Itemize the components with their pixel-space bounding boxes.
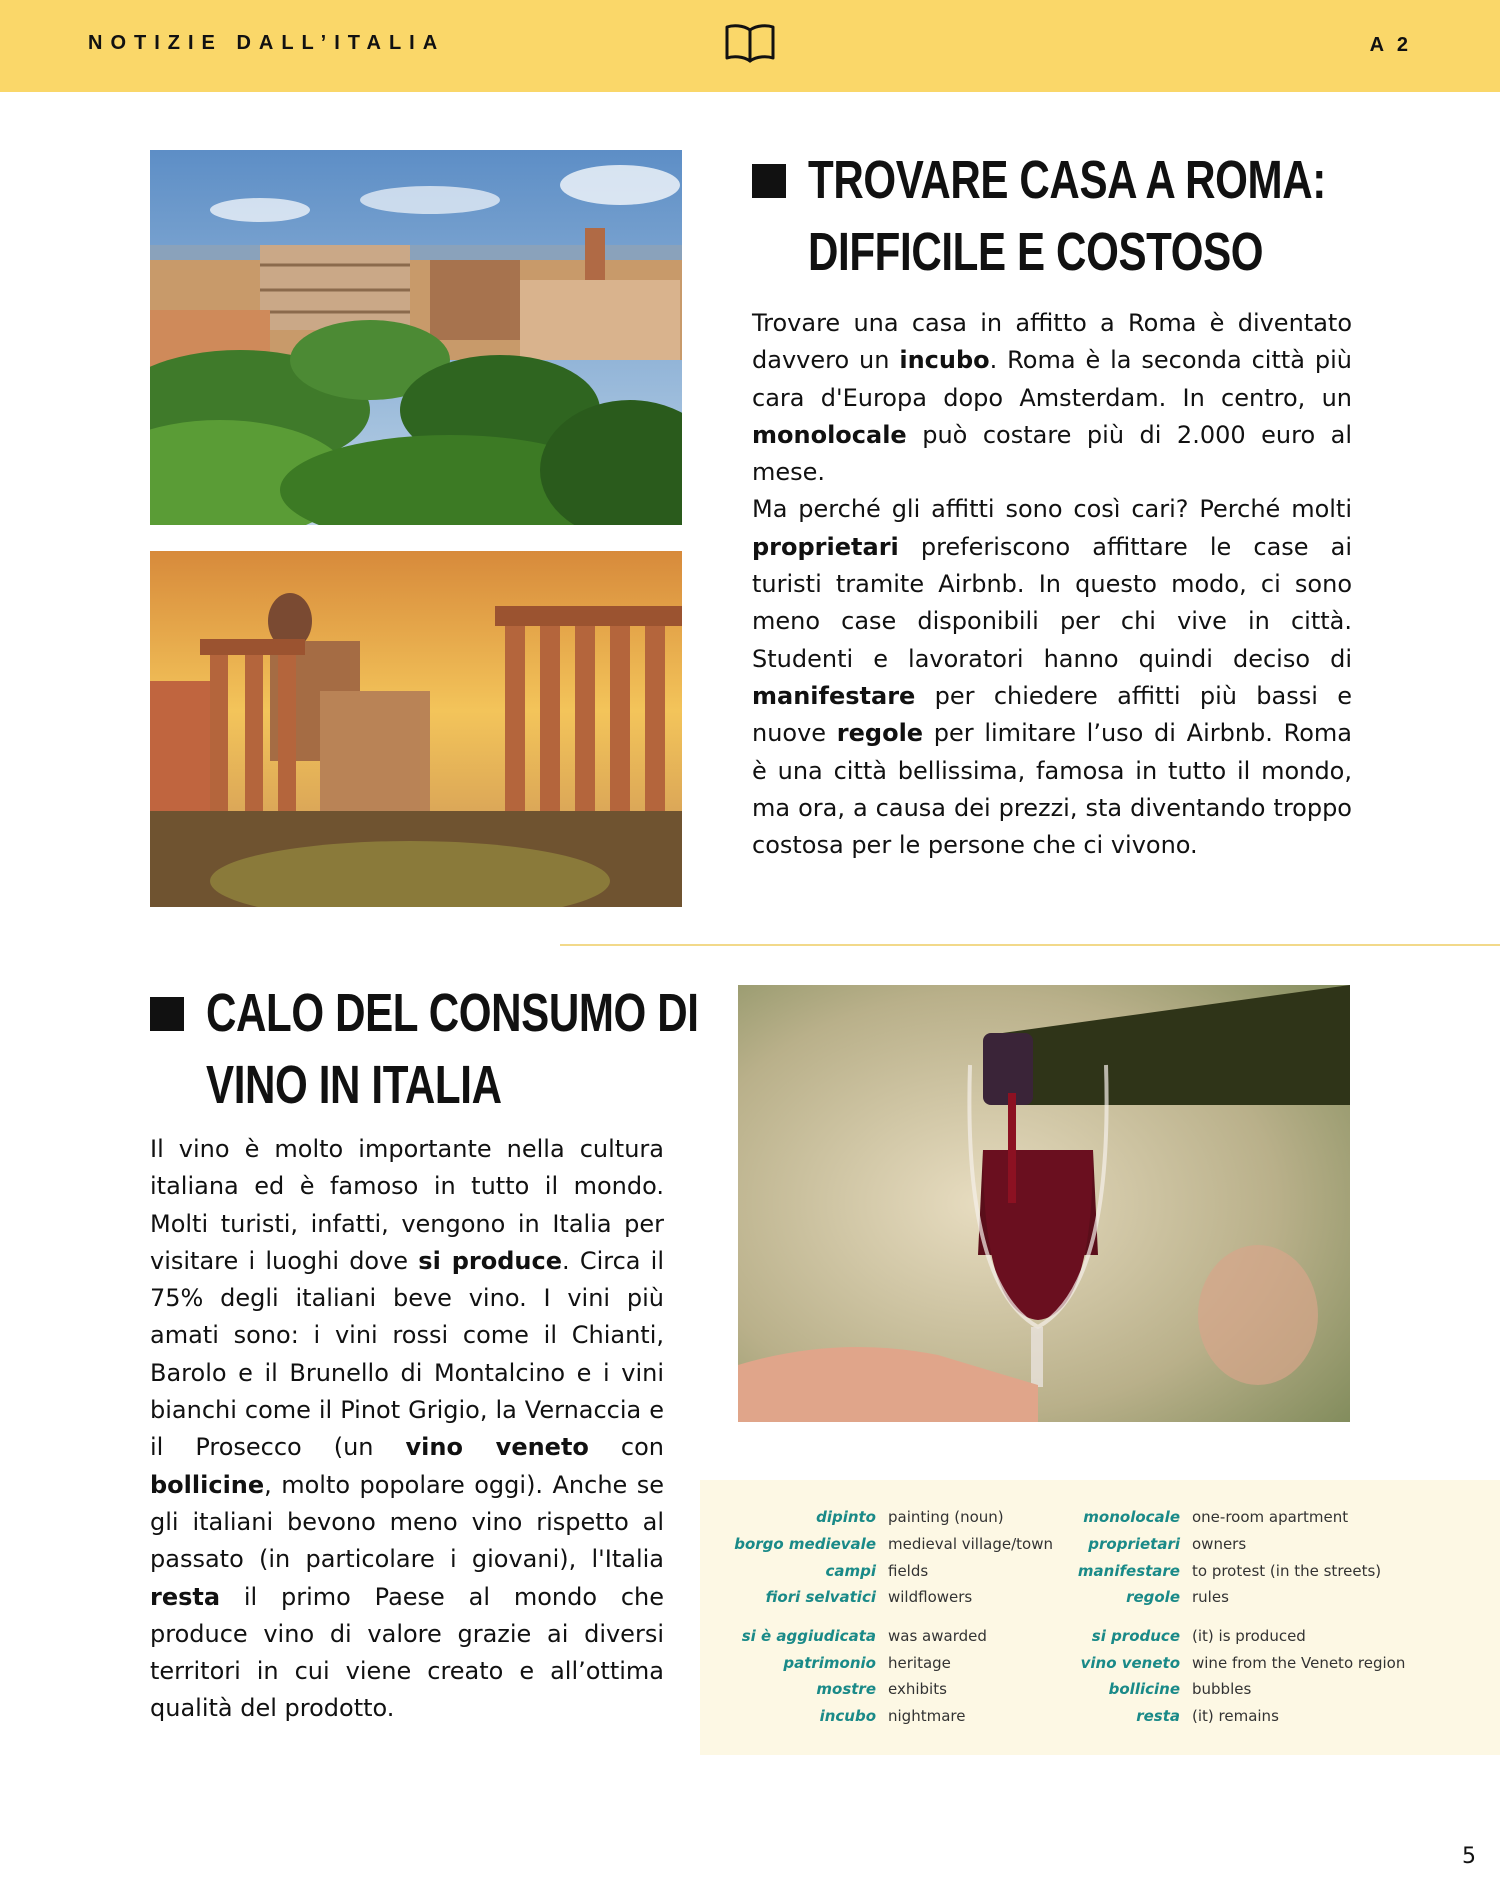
section-marker-square — [752, 164, 786, 198]
vocabulary-glossary — [700, 1480, 1500, 1755]
glossary-term: manifestare — [1077, 1561, 1180, 1580]
glossary-entry — [1000, 1584, 1405, 1611]
glossary-definition: exhibits — [888, 1680, 947, 1699]
glossary-term: campi — [825, 1561, 876, 1580]
page-header — [0, 0, 1500, 92]
glossary-term: si è aggiudicata — [741, 1627, 876, 1646]
text-run: . Circa il 75% degli italiani beve vino. I vini più amati sono: i vini rossi come il Chianti, Barolo e il Brunello di Montalcino e i vini bianchi come il Pinot Grigio, la Vernaccia e il Prosecco (un — [150, 1246, 665, 1462]
wine-title-line-1: CALO DEL CONSUMO DI — [206, 983, 699, 1043]
vocabulary-word: resta — [150, 1582, 221, 1611]
glossary-term: monolocale — [1083, 1508, 1180, 1527]
roman-forum-photo — [150, 551, 682, 907]
wine-article-title — [206, 977, 699, 1121]
glossary-term: borgo medievale — [734, 1535, 876, 1554]
glossary-definition: fields — [888, 1561, 929, 1580]
rome-colosseum-photo — [150, 150, 682, 525]
vocabulary-word: vino veneto — [405, 1433, 589, 1462]
vocabulary-word: regole — [836, 719, 924, 748]
text-run: Il vino è molto importante nella cultura italiana ed è famoso in tutto il mondo. Molti turisti, infatti, vengono in Italia per visitare i luoghi dove — [150, 1135, 664, 1275]
glossary-term: mostre — [816, 1680, 876, 1699]
glossary-entry — [1000, 1531, 1405, 1558]
rome-paragraph-2 — [752, 491, 1352, 864]
rome-article-body — [752, 305, 1352, 864]
text-run: Ma perché gli affitti sono così cari? Perché molti — [752, 495, 1352, 524]
text-run: per limitare l’uso di Airbnb. Roma è una città bellissima, famosa in tutto il mondo, ma ora, a causa dei prezzi, sta diventando troppo costosa per le persone che ci vivono. — [752, 719, 1352, 860]
glossary-term: si produce — [1091, 1627, 1180, 1646]
glossary-definition: medieval village/town — [888, 1535, 1053, 1554]
vocabulary-word: monolocale — [752, 420, 907, 449]
glossary-term: proprietari — [1088, 1535, 1180, 1554]
text-run: . Roma è la seconda città più cara d'Europa dopo Amsterdam. In centro, un — [752, 346, 1352, 412]
glossary-entry — [1000, 1557, 1405, 1584]
open-book-icon — [724, 22, 776, 64]
section-divider — [560, 944, 1500, 946]
glossary-definition: nightmare — [888, 1707, 966, 1726]
glossary-definition: painting (noun) — [888, 1508, 1004, 1527]
vocabulary-word: manifestare — [752, 681, 916, 710]
glossary-entry — [1000, 1623, 1405, 1650]
glossary-term: regole — [1126, 1588, 1180, 1607]
wine-article-body — [150, 1131, 664, 1728]
level-badge: A 2 — [1369, 34, 1412, 56]
text-run: con — [588, 1433, 664, 1462]
glossary-term: bollicine — [1108, 1680, 1180, 1699]
glossary-definition: (it) remains — [1192, 1707, 1279, 1726]
glossary-definition: was awarded — [888, 1627, 987, 1646]
glossary-term: dipinto — [816, 1508, 876, 1527]
glossary-entry — [1000, 1504, 1405, 1531]
vocabulary-word: bollicine — [150, 1470, 265, 1499]
glossary-definition: (it) is produced — [1192, 1627, 1306, 1646]
glossary-term: vino veneto — [1080, 1653, 1180, 1672]
text-run: il primo Paese al mondo che produce vino di valore grazie ai diversi territori in cui viene creato e all’ottima qualità del prodotto. — [150, 1582, 664, 1723]
vocabulary-word: si produce — [418, 1246, 562, 1275]
glossary-definition: bubbles — [1192, 1680, 1252, 1699]
rome-paragraph-1 — [752, 305, 1352, 491]
glossary-definition: wildflowers — [888, 1588, 973, 1607]
glossary-definition: to protest (in the streets) — [1192, 1561, 1382, 1580]
text-run: , molto popolare oggi). Anche se gli italiani bevono meno vino rispetto al passato (in particolare i giovani), l'Italia — [150, 1470, 664, 1574]
glossary-entry — [1000, 1703, 1405, 1730]
glossary-term: incubo — [819, 1707, 876, 1726]
glossary-definition: rules — [1192, 1588, 1229, 1607]
glossary-term: fiori selvatici — [765, 1588, 876, 1607]
glossary-term: resta — [1136, 1707, 1180, 1726]
vocabulary-word: incubo — [899, 346, 990, 375]
text-run: può costare più di 2.000 euro al mese. — [752, 420, 1352, 487]
wine-paragraph — [150, 1131, 664, 1728]
glossary-definition: heritage — [888, 1653, 951, 1672]
magazine-title: NOTIZIE DALL’ITALIA — [88, 32, 446, 54]
glossary-entry — [1000, 1676, 1405, 1703]
vocabulary-word: proprietari — [752, 532, 899, 561]
glossary-entry — [1000, 1649, 1405, 1676]
page-number: 5 — [1462, 1844, 1476, 1869]
section-marker-square — [150, 997, 184, 1031]
text-run: Trovare una casa in affitto a Roma è diventato davvero un — [752, 309, 1352, 375]
red-wine-photo — [738, 985, 1350, 1422]
glossary-definition: one-room apartment — [1192, 1508, 1349, 1527]
glossary-definition: wine from the Veneto region — [1192, 1653, 1406, 1672]
rome-title-line-1: TROVARE CASA A ROMA: — [808, 150, 1326, 210]
text-run: per chiedere affitti più bassi e nuove — [752, 681, 1352, 748]
text-run: preferiscono affittare le case ai turisti tramite Airbnb. In questo modo, ci sono meno case disponibili per chi vive in città. Studenti e lavoratori hanno quindi deciso di — [752, 532, 1352, 673]
rome-article-title — [808, 144, 1326, 288]
glossary-definition: owners — [1192, 1535, 1247, 1554]
glossary-column-2 — [1000, 1504, 1405, 1730]
glossary-term: patrimonio — [783, 1653, 876, 1672]
wine-title-line-2: VINO IN ITALIA — [206, 1055, 502, 1115]
rome-title-line-2: DIFFICILE E COSTOSO — [808, 222, 1264, 282]
